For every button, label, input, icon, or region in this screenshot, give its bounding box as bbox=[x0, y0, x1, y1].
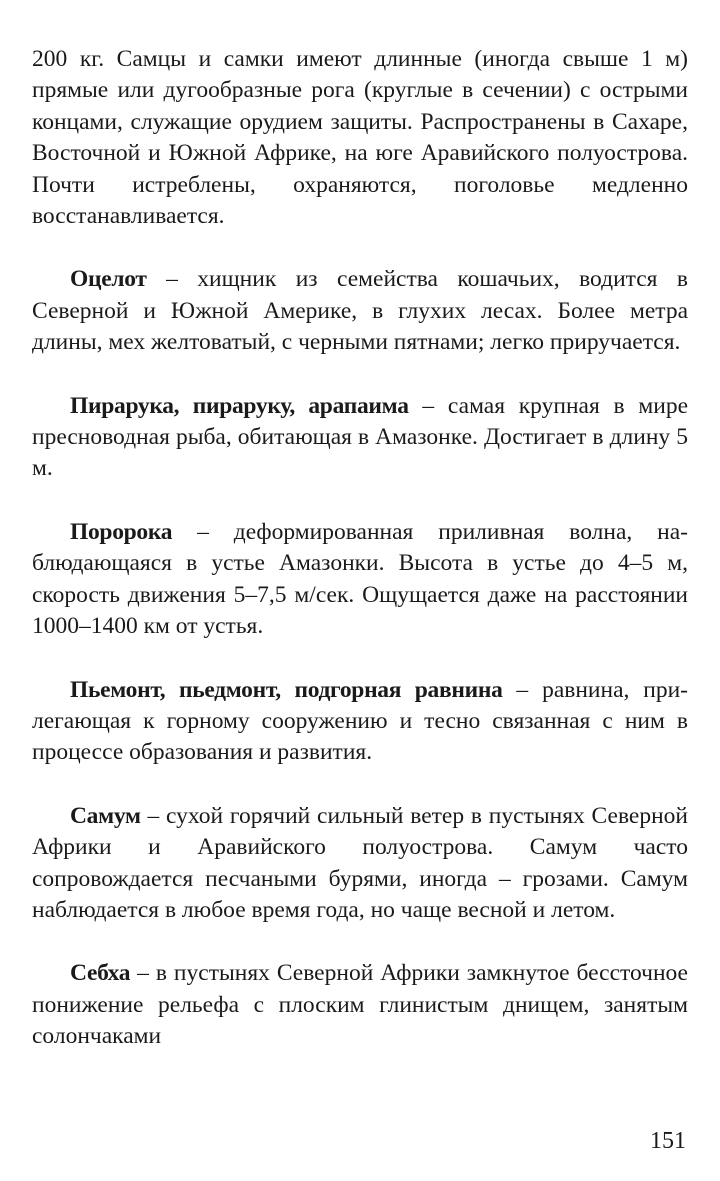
page-number: 151 bbox=[650, 1128, 686, 1154]
continuation-paragraph: 200 кг. Самцы и самки имеют длинные (иногда свыше 1 м) прямые или дугообразные рога (круглые в сечении) с острыми концами, служащие орудием защиты. Распространены в Сахаре, Восточной и Южной Африке, на юге Аравийского полуострова. Почти истреблены, охраняются, поголовье медленно восстанавливается. bbox=[32, 46, 688, 230]
entry-pororoca bbox=[32, 517, 688, 643]
entry-term: Самум bbox=[70, 802, 141, 829]
entry-definition: – хищник из семейства кошачьих, водится в Северной и Южной Америке, в глухих лесах. Более метра длины, мех желтоватый, с черными пятнами; легко приручается. bbox=[32, 266, 688, 356]
entry-pirarucu bbox=[32, 391, 688, 485]
entry-definition: – деформированная приливная волна, наблюдающаяся в устье Амазонки. Высота в устье до 4–5 м, скорость движения 5–7,5 м/сек. Ощущается даже на расстоянии 1000–1400 км от устья. bbox=[32, 518, 688, 640]
entry-term: Пирарука, пираруку, арапаима bbox=[70, 392, 409, 419]
entry-term: Пьемонт, пьедмонт, подгорная равнина bbox=[70, 676, 503, 703]
entry-term: Поророка bbox=[70, 518, 173, 545]
entry-definition: – самая крупная в мире пресноводная рыба, обитающая в Амазонке. Достигает в длину 5 м. bbox=[32, 392, 688, 482]
page-body bbox=[32, 44, 688, 1144]
entry-piedmont bbox=[32, 675, 688, 769]
entry-sebkha bbox=[32, 958, 688, 1052]
entry-definition: – сухой горячий сильный ветер в пустынях Северной Африки и Аравийского полуострова. Самум часто сопровождается песчаными бурями, иногда – грозами. Самум наблюдается в любое время года, но чаще весной и летом. bbox=[32, 802, 688, 923]
entry-ocelot bbox=[32, 264, 688, 358]
entry-definition: – в пустынях Северной Африки замкнутое бессточное понижение рельефа с плоским глинистым днищем, занятым солончаками bbox=[32, 960, 688, 1050]
entry-term: Себха bbox=[70, 960, 131, 987]
entry-simoom bbox=[32, 801, 688, 927]
entry-definition: – равнина, прилегающая к горному сооружению и тесно связанная с ним в процессе образования и развития. bbox=[32, 676, 688, 766]
entry-term: Оцелот bbox=[70, 266, 147, 293]
